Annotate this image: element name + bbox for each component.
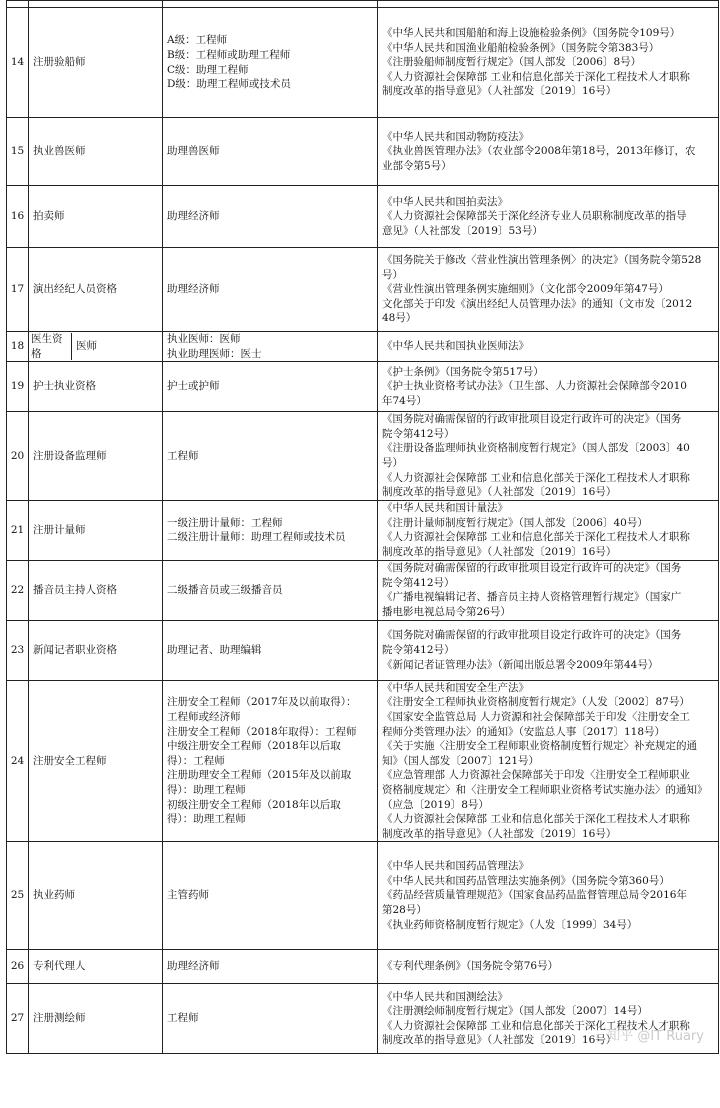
basis-line: 《人力资源社会保障部 工业和信息化部关于深化工程技术人才职称: [382, 813, 690, 826]
basis-line: 《注册验船师制度暂行规定》（国人部发〔2006〕8号）: [382, 56, 642, 69]
row-number: 17: [7, 248, 29, 332]
row-number: 18: [7, 332, 29, 362]
row-number: 19: [7, 362, 29, 412]
basis-line: 《中华人民共和国船舶和海上设施检验条例》（国务院令109号）: [382, 27, 681, 40]
basis-line: 程师分类管理办法〉的通知》（安监总人事〔2017〕118号）: [382, 725, 666, 738]
legal-basis: [378, 332, 719, 362]
requirement-line: D级：助理工程师或技术员: [167, 78, 291, 91]
basis-line: 《中华人民共和国执业医师法》: [382, 340, 529, 353]
table-row: [7, 118, 719, 186]
title-requirement: [163, 332, 378, 362]
qualification-name: 注册验船师: [29, 8, 163, 118]
basis-line: 院令第412号）: [382, 576, 455, 589]
requirement-line: 注册助理安全工程师（2015年及以前取: [167, 769, 352, 782]
basis-line: 文化部关于印发《演出经纪人员管理办法》的通知（文市发〔2012: [382, 297, 693, 310]
row-number: 16: [7, 186, 29, 248]
basis-line: 院令第412号）: [382, 427, 455, 440]
requirement-line: 得）：工程师: [167, 754, 225, 767]
qualification-name: 注册设备监理师: [29, 412, 163, 501]
basis-line: 播电影电视总局令第26号）: [382, 605, 511, 618]
table-row: [7, 620, 719, 680]
row-number: [7, 1, 29, 8]
legal-basis: [378, 950, 719, 984]
requirement-line: B级：工程师或助理工程师: [167, 48, 291, 61]
title-requirement: [163, 842, 378, 950]
legal-basis: [378, 248, 719, 332]
table-row: [7, 560, 719, 620]
qualification-name: 注册测绘师: [29, 984, 163, 1054]
legal-basis: [378, 1, 719, 8]
qualification-name: 播音员主持人资格: [29, 560, 163, 620]
qualification-name: 执业药师: [29, 842, 163, 950]
title-requirement: [163, 984, 378, 1054]
basis-line: 《人力资源社会保障部 工业和信息化部关于深化工程技术人才职称: [382, 471, 690, 484]
row-number: 25: [7, 842, 29, 950]
basis-line: 《人力资源社会保障部 工业和信息化部关于深化工程技术人才职称: [382, 70, 690, 83]
requirement-line: 护士或护师: [167, 380, 220, 393]
basis-line: 《国务院对确需保留的行政审批项目设定行政许可的决定》（国务: [382, 413, 682, 426]
basis-line: 号）: [382, 456, 403, 469]
requirement-line: 助理记者、助理编辑: [167, 643, 262, 656]
basis-line: 《人力资源社会保障部 工业和信息化部关于深化工程技术人才职称: [382, 1019, 690, 1032]
basis-line: 《专利代理条例》（国务院令第76号）: [382, 960, 559, 973]
basis-line: 制度改革的指导意见》（人社部发〔2019〕16号）: [382, 85, 617, 98]
basis-line: 《注册计量师制度暂行规定》（国人部发〔2006〕40号）: [382, 516, 648, 529]
basis-line: 业部令第5号）: [382, 159, 452, 172]
requirement-line: 助理经济师: [167, 283, 220, 296]
table-row: [7, 186, 719, 248]
qualification-name: 拍卖师: [29, 186, 163, 248]
qualification-name-split: [29, 332, 163, 362]
basis-line: 《中华人民共和国药品管理法》: [382, 860, 529, 873]
basis-line: 《执业兽医管理办法》（农业部令2008年第18号，2013年修订，农: [382, 145, 696, 158]
basis-line: 意见》（人社部发〔2019〕53号）: [382, 224, 543, 237]
requirement-line: C级：助理工程师: [167, 63, 249, 76]
basis-line: 第28号）: [382, 904, 427, 917]
legal-basis: [378, 842, 719, 950]
basis-line: 《注册安全工程师执业资格制度暂行规定》（人发〔2002〕87号）: [382, 696, 690, 709]
basis-line: 《中华人民共和国拍卖法》: [382, 195, 508, 208]
basis-line: 《护士执业资格考试办法》（卫生部、人力资源社会保障部令2010: [382, 380, 687, 393]
row-number: 22: [7, 560, 29, 620]
basis-line: 制度改革的指导意见》（人社部发〔2019〕16号）: [382, 486, 617, 499]
basis-line: 制度改革的指导意见》（人社部发〔2019〕16号）: [382, 827, 617, 840]
requirement-line: 一级注册计量师：工程师: [167, 516, 283, 529]
requirement-line: 执业助理医师：医士: [167, 347, 262, 360]
basis-line: 《广播电视编辑记者、播音员主持人资格管理暂行规定》（国家广: [382, 591, 682, 604]
table-row: [7, 412, 719, 501]
qualification-table: [6, 0, 719, 1054]
qualification-name: 注册计量师: [29, 500, 163, 560]
basis-line: 制度改革的指导意见》（人社部发〔2019〕16号）: [382, 1034, 617, 1047]
title-requirement: [163, 620, 378, 680]
title-requirement: [163, 950, 378, 984]
table-row: [7, 8, 719, 118]
basis-line: 《中华人民共和国计量法》: [382, 502, 508, 515]
basis-line: 《药品经营质量管理规范》（国家食品药品监督管理总局令2016年: [382, 889, 687, 902]
legal-basis: [378, 620, 719, 680]
requirement-line: 执业医师：医师: [167, 333, 241, 345]
requirement-line: 二级注册计量师：助理工程师或技术员: [167, 531, 346, 544]
requirement-line: 二级播音员或三级播音员: [167, 583, 283, 596]
legal-basis: [378, 186, 719, 248]
watermark: 知乎 @IT Ruary: [607, 1029, 704, 1045]
requirement-line: 得）：助理工程师: [167, 813, 246, 826]
basis-line: 资格制度规定〉和〈注册安全工程师职业资格考试实施办法〉的通知》: [382, 783, 708, 796]
qualification-category: 医生资格: [31, 333, 72, 360]
row-number: 21: [7, 500, 29, 560]
title-requirement: [163, 500, 378, 560]
basis-line: 《执业药师资格制度暂行规定》（人发〔1999〕34号）: [382, 918, 638, 931]
basis-line: 年74号）: [382, 394, 427, 407]
table-row: [7, 332, 719, 362]
requirement-line: 注册安全工程师（2017年及以前取得）：: [167, 696, 357, 709]
qualification-name: 专利代理人: [29, 950, 163, 984]
basis-line: 《注册设备监理师执业资格制度暂行规定》（国人部发〔2003〕40: [382, 442, 690, 455]
title-requirement: [163, 186, 378, 248]
legal-basis: [378, 412, 719, 501]
title-requirement: [163, 248, 378, 332]
qualification-name: 执业兽医师: [29, 118, 163, 186]
requirement-line: 助理经济师: [167, 960, 220, 973]
requirement-line: A级：工程师: [167, 34, 228, 47]
row-number: 26: [7, 950, 29, 984]
legal-basis: [378, 8, 719, 118]
basis-line: （应急〔2019〕8号）: [382, 798, 489, 811]
title-requirement: [163, 8, 378, 118]
basis-line: 《国务院对确需保留的行政审批项目设定行政许可的决定》（国务: [382, 562, 682, 575]
requirement-line: 注册安全工程师（2018年取得）：工程师: [167, 725, 357, 738]
basis-line: 《护士条例》（国务院令第517号）: [382, 365, 544, 378]
row-number: 24: [7, 680, 29, 842]
qualification-name: [29, 1, 163, 8]
qualification-name: 演出经纪人员资格: [29, 248, 163, 332]
table-row: [7, 950, 719, 984]
requirement-line: 工程师: [167, 1012, 199, 1025]
qualification-name: 注册安全工程师: [29, 680, 163, 842]
basis-line: 《国务院对确需保留的行政审批项目设定行政许可的决定》（国务: [382, 629, 682, 642]
table-row: [7, 1, 719, 8]
row-number: 15: [7, 118, 29, 186]
basis-line: 《中华人民共和国渔业船舶检验条例》（国务院令第383号）: [382, 41, 660, 54]
qualification-name: 护士执业资格: [29, 362, 163, 412]
table-row: [7, 362, 719, 412]
requirement-line: 工程师: [167, 449, 199, 462]
table-row: [7, 842, 719, 950]
basis-line: 《应急管理部 人力资源社会保障部关于印发〈注册安全工程师职业: [382, 769, 690, 782]
legal-basis: [378, 680, 719, 842]
title-requirement: [163, 680, 378, 842]
basis-line: 《人力资源社会保障部 工业和信息化部关于深化工程技术人才职称: [382, 531, 690, 544]
title-requirement: [163, 412, 378, 501]
basis-line: 《人力资源社会保障部关于深化经济专业人员职称制度改革的指导: [382, 210, 687, 223]
legal-basis: [378, 118, 719, 186]
basis-line: 《中华人民共和国动物防疫法》: [382, 130, 529, 143]
basis-line: 号）: [382, 268, 403, 281]
row-number: 14: [7, 8, 29, 118]
basis-line: 《新闻记者证管理办法》（新闻出版总署令2009年第44号）: [382, 658, 659, 671]
requirement-line: 得）：助理工程师: [167, 783, 246, 796]
basis-line: 制度改革的指导意见》（人社部发〔2019〕16号）: [382, 545, 617, 558]
legal-basis: [378, 362, 719, 412]
requirement-line: 主管药师: [167, 889, 209, 902]
table-row: [7, 680, 719, 842]
requirement-line: 助理兽医师: [167, 145, 220, 158]
title-requirement: [163, 1, 378, 8]
table-body: [7, 1, 719, 1054]
qualification-name: 新闻记者职业资格: [29, 620, 163, 680]
basis-line: 《中华人民共和国测绘法》: [382, 990, 508, 1003]
basis-line: 《中华人民共和国药品管理法实施条例》（国务院令第360号）: [382, 874, 670, 887]
row-number: 20: [7, 412, 29, 501]
document-page: [6, 0, 718, 1054]
requirement-line: 助理经济师: [167, 210, 220, 223]
qualification-name: 医师: [76, 340, 97, 353]
basis-line: 48号）: [382, 312, 417, 325]
basis-line: 《国务院关于修改〈营业性演出管理条例〉的决定》（国务院令第528: [382, 254, 702, 267]
table-row: [7, 500, 719, 560]
title-requirement: [163, 118, 378, 186]
basis-line: 《营业性演出管理条例实施细则》（文化部令2009年第47号）: [382, 283, 669, 296]
legal-basis: [378, 560, 719, 620]
title-requirement: [163, 362, 378, 412]
requirement-line: 初级注册安全工程师（2018年以后取: [167, 798, 341, 811]
table-row: [7, 248, 719, 332]
requirement-line: 工程师或经济师: [167, 710, 241, 723]
requirement-line: 中级注册安全工程师（2018年以后取: [167, 740, 341, 753]
row-number: 27: [7, 984, 29, 1054]
basis-line: 《注册测绘师制度暂行规定》（国人部发〔2007〕14号）: [382, 1005, 648, 1018]
legal-basis: [378, 500, 719, 560]
basis-line: 院令第412号）: [382, 643, 455, 656]
row-number: 23: [7, 620, 29, 680]
basis-line: 《中华人民共和国安全生产法》: [382, 681, 529, 694]
basis-line: 《国家安全监管总局 人力资源和社会保障部关于印发〈注册安全工: [382, 710, 690, 723]
title-requirement: [163, 560, 378, 620]
basis-line: 知》（国人部发〔2007〕121号）: [382, 754, 540, 767]
basis-line: 《关于实施〈注册安全工程师职业资格制度暂行规定〉补充规定的通: [382, 740, 697, 753]
